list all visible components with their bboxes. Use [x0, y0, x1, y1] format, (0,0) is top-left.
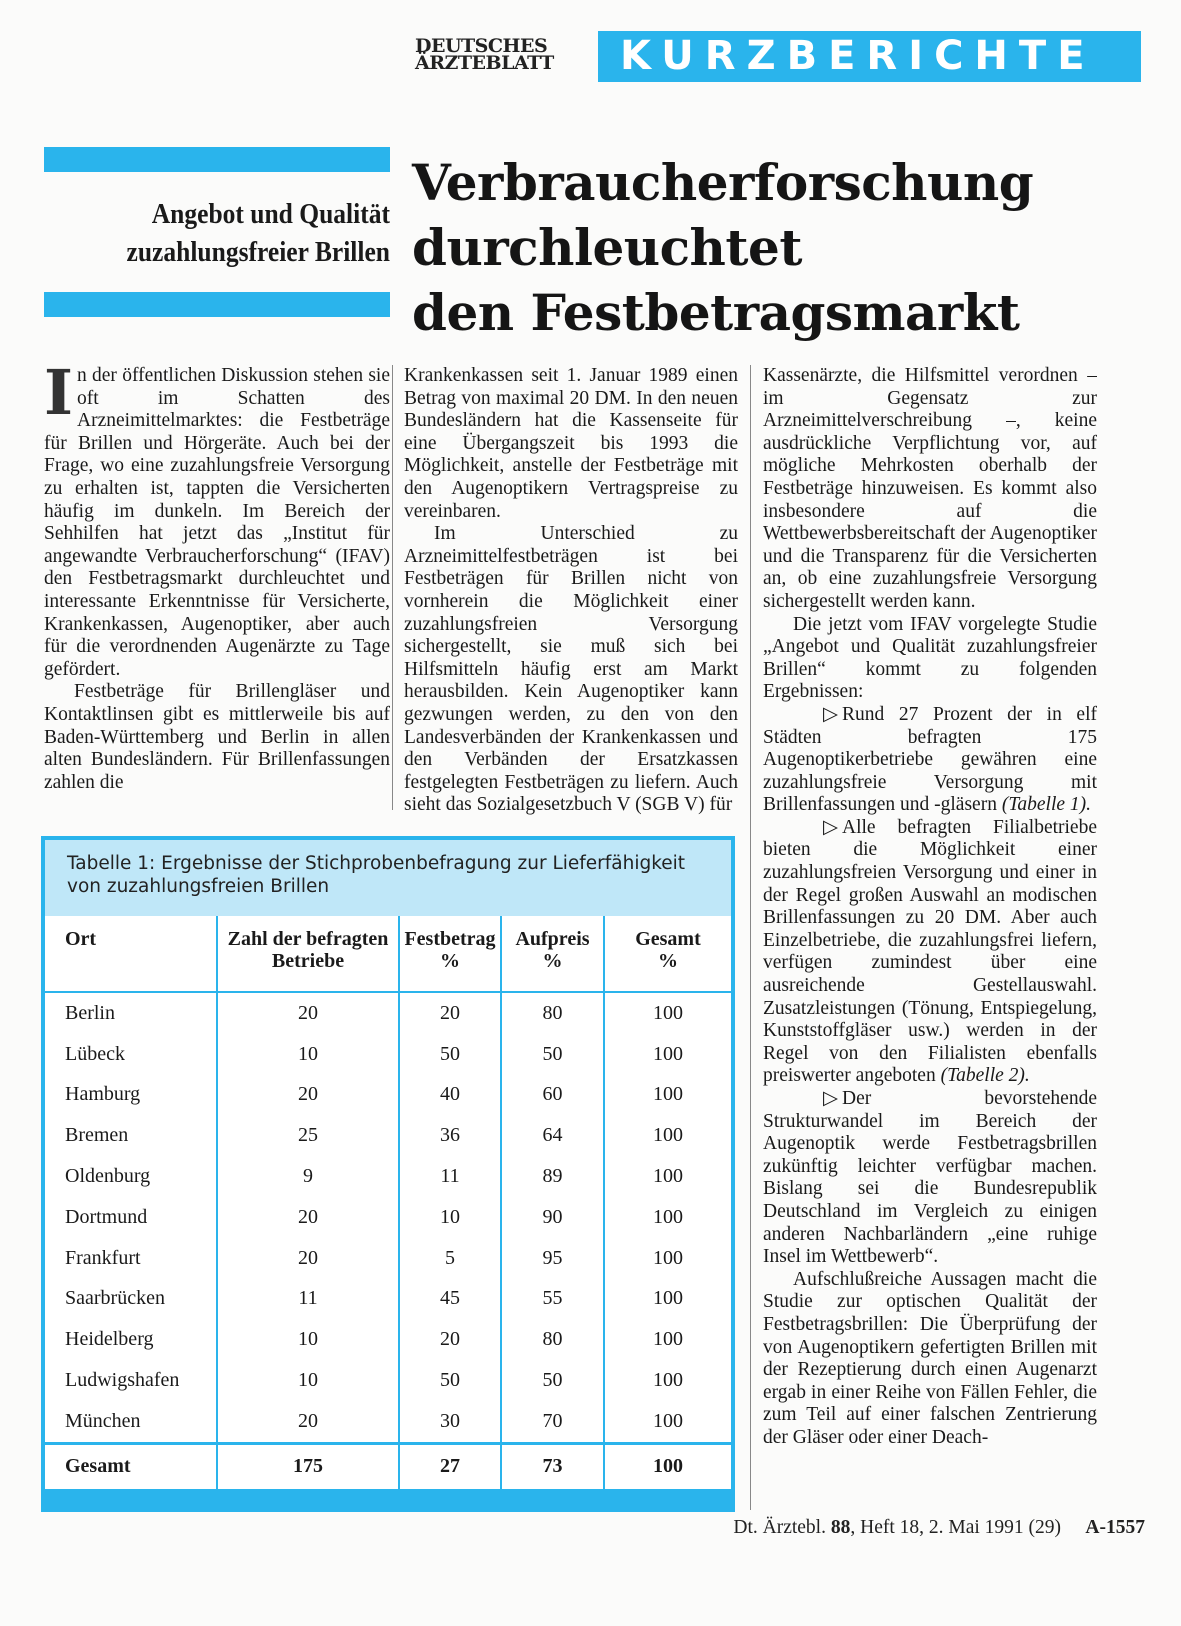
- table-cell: 20: [217, 992, 399, 1034]
- table-cell: Heidelberg: [65, 1328, 154, 1351]
- paragraph: Krankenkassen seit 1. Januar 1989 einen Betrag von maximal 20 DM. In den neuen Bundesländern hat die Kassenseite für eine Übergangszeit bis 1993 die Möglichkeit, anstelle der Festbeträge mit den Augenoptikern Vertragspreise zu vereinbaren.: [404, 365, 738, 522]
- table-row: [45, 1197, 731, 1238]
- triangle-bullet-icon: ▷: [823, 816, 838, 838]
- table-cell: 95: [501, 1238, 604, 1279]
- logo-line-2: ÄRZTEBLATT: [415, 52, 554, 74]
- table-row: [45, 1034, 731, 1075]
- table-cell: 45: [399, 1279, 501, 1320]
- table-cell: 70: [501, 1401, 604, 1443]
- table-cell: 100: [604, 1279, 731, 1320]
- column-header: Festbetrag %: [399, 916, 501, 992]
- footer-journal: Dt. Ärztebl.: [733, 1517, 826, 1538]
- table-cell: 60: [501, 1075, 604, 1116]
- table-cell: 20: [399, 992, 501, 1034]
- table-cell: 73: [501, 1443, 604, 1489]
- article-headline: [412, 150, 1152, 345]
- table-cell: 5: [399, 1238, 501, 1279]
- bullet-paragraph: [763, 704, 1097, 817]
- table-cell: 10: [217, 1034, 399, 1075]
- results-table-box: [41, 836, 735, 1512]
- bullet-paragraph: [763, 1088, 1097, 1269]
- table-cell: 20: [217, 1238, 399, 1279]
- table-cell: 36: [399, 1115, 501, 1156]
- subtitle-line-1: Angebot und Qualität: [151, 198, 390, 230]
- table-cell: 30: [399, 1401, 501, 1443]
- table-cell: 100: [604, 1075, 731, 1116]
- table-cell: 100: [604, 1197, 731, 1238]
- table-row: [45, 1075, 731, 1116]
- table-cell: 80: [501, 1319, 604, 1360]
- table-cell: 50: [399, 1360, 501, 1401]
- table-cell: 100: [604, 1360, 731, 1401]
- paragraph-text: Der bevorstehende Strukturwandel im Bereich der Augenoptik werde Festbetragsbrillen zukünftig leichter verfügbar machen. Bislang sei die Bundesrepublik Deutschland im Vergleich zu einigen anderen Nachbarländern „eine ruhige Insel im Wettbewerb“.: [763, 1088, 1097, 1268]
- table-row: [45, 992, 731, 1034]
- table-row: [45, 1319, 731, 1360]
- table-cell: Dortmund: [65, 1205, 148, 1228]
- table-row: [45, 1279, 731, 1320]
- paragraph-text: n der öffentlichen Diskussion stehen sie oft im Schatten des Arzneimittelmarktes: die Festbeträge für Brillen und Hörgeräte. Auch bei der Frage, wo eine zuzahlungsfreie Versorgung zu erhalten ist, tappten die Versicherten häufig im dunkeln. Im Bereich der Sehhilfen hat jetzt das „Institut für angewandte Verbraucherforschung“ (IFAV) den Festbetragsmarkt durchleuchtet und interessante Erkenntnisse für Versicherte, Krankenkassen, Augenoptiker, aber auch für die verordnenden Augenärzte zu Tage gefördert.: [44, 365, 390, 680]
- paragraph-text: Alle befragten Filialbetriebe bieten die Möglichkeit einer zuzahlungsfreien Versorgung und einer in der Regel großen Auswahl an modischen Brillenfassungen zu 20 DM. Aber auch Einzelbetriebe, die zuzahlungsfrei liefern, verfügen zumindest über eine ausreichende Gestellauswahl. Zusatzleistungen (Tönung, Entspiegelung, Kunststoffgläser usw.) werden in der Regel von den Filialisten ebenfalls preiswerter angeboten: [763, 816, 1097, 1087]
- table-row: [45, 1238, 731, 1279]
- column-header: Aufpreis %: [501, 916, 604, 992]
- table-cell: 100: [604, 1156, 731, 1197]
- table-cell: 10: [399, 1197, 501, 1238]
- subtitle-line-2: zuzahlungsfreier Brillen: [126, 236, 391, 268]
- table-cell: 10: [217, 1360, 399, 1401]
- table-cell: 90: [501, 1197, 604, 1238]
- column-header: Ort: [45, 916, 217, 992]
- table-header-row: [45, 916, 731, 992]
- table-row: [45, 1401, 731, 1443]
- table-cell: Ludwigshafen: [65, 1369, 180, 1392]
- column-divider: [392, 365, 393, 810]
- paragraph-text: Rund 27 Prozent der in elf Städten befragten 175 Augenoptikerbetriebe gewähren eine zuzahlungsfreie Versorgung mit Brillenfassungen und -gläsern: [763, 703, 1097, 816]
- table-cell: 100: [604, 992, 731, 1034]
- table-cell: 175: [217, 1443, 399, 1489]
- table-cell: Lübeck: [65, 1042, 125, 1065]
- table-cell: 100: [604, 1443, 731, 1489]
- paragraph: Festbeträge für Brillengläser und Kontaktlinsen gibt es mittlerweile bis auf Baden-Württemberg und Berlin in allen alten Bundesländern. Für Brillenfassungen zahlen die: [44, 681, 390, 793]
- table-cell: Gesamt: [45, 1443, 217, 1489]
- table-cell: Hamburg: [65, 1083, 141, 1106]
- table-caption: Tabelle 1: Ergebnisse der Stichprobenbefragung zur Lieferfähigkeit von zuzahlungsfreien Brillen: [45, 840, 731, 916]
- headline-line-1: Verbraucherforschung: [412, 153, 1034, 212]
- triangle-bullet-icon: ▷: [823, 1088, 838, 1109]
- table-cell: Berlin: [65, 1001, 115, 1024]
- drop-cap: I: [44, 365, 74, 429]
- table-row: [45, 1156, 731, 1197]
- table-cell: 80: [501, 992, 604, 1034]
- journal-logo: [415, 35, 583, 74]
- page-footer: [645, 1517, 1145, 1539]
- table-reference: (Tabelle 2).: [940, 1065, 1030, 1087]
- text-column-1: [44, 365, 390, 815]
- table-cell: München: [65, 1409, 141, 1432]
- subtitle-bottom-bar: [44, 292, 390, 317]
- table-cell: 27: [399, 1443, 501, 1489]
- results-table: [45, 916, 731, 1489]
- table-cell: Oldenburg: [65, 1165, 151, 1188]
- table-cell: Saarbrücken: [65, 1287, 165, 1310]
- table-cell: 11: [217, 1279, 399, 1320]
- footer-page-number: A-1557: [1085, 1517, 1145, 1538]
- table-reference: (Tabelle 1).: [1001, 794, 1092, 816]
- table-cell: 100: [604, 1319, 731, 1360]
- table-cell: 55: [501, 1279, 604, 1320]
- headline-line-3: den Festbetragsmarkt: [412, 283, 1020, 342]
- paragraph: Die jetzt vom IFAV vorgelegte Studie „Angebot und Qualität zuzahlungsfreier Brillen“ kommt zu folgenden Ergebnissen:: [763, 613, 1097, 703]
- table-cell: 20: [217, 1197, 399, 1238]
- table-cell: 20: [217, 1401, 399, 1443]
- paragraph: Kassenärzte, die Hilfsmittel verordnen – im Gegensatz zur Arzneimittelverschreibung –, keine ausdrückliche Verpflichtung vor, auf mögliche Mehrkosten oberhalb der Festbeträge hinzuweisen. Es kommt also insbesondere auf die Wettbewerbsbereitschaft der Augenoptiker und die Transparenz für die Versicherten an, ob eine zuzahlungsfreie Versorgung sichergestellt werden kann.: [763, 365, 1097, 612]
- footer-issue: , Heft 18, 2. Mai 1991 (29): [850, 1517, 1062, 1538]
- column-header: Zahl der befragten Betriebe: [217, 916, 399, 992]
- table-cell: 50: [399, 1034, 501, 1075]
- table-cell: 25: [217, 1115, 399, 1156]
- bullet-paragraph: [763, 817, 1097, 1088]
- table-body: [45, 992, 731, 1489]
- table-cell: Frankfurt: [65, 1246, 141, 1269]
- paragraph: Im Unterschied zu Arzneimittelfestbeträgen ist bei Festbeträgen für Brillen nicht von vornherein die Möglichkeit einer zuzahlungsfreien Versorgung sichergestellt, sie muß sich bei Hilfsmitteln häufig erst am Markt herausbilden. Kein Augenoptiker kann gezwungen werden, zu den von den Landesverbänden der Krankenkassen und den Verbänden der Ersatzkassen festgelegten Festbeträgen zu liefern. Auch sieht das Sozialgesetzbuch V (SGB V) für: [404, 523, 738, 815]
- table-cell: 50: [501, 1360, 604, 1401]
- table-cell: 100: [604, 1034, 731, 1075]
- table-cell: Bremen: [65, 1124, 129, 1147]
- footer-volume: 88: [830, 1517, 851, 1538]
- table-cell: 89: [501, 1156, 604, 1197]
- triangle-bullet-icon: ▷: [823, 703, 838, 725]
- section-banner: KURZBERICHTE: [598, 31, 1141, 82]
- table-row: [45, 1360, 731, 1401]
- table-cell: 9: [217, 1156, 399, 1197]
- table-cell: 20: [399, 1319, 501, 1360]
- table-row: [45, 1115, 731, 1156]
- paragraph: [44, 365, 390, 681]
- text-column-2: [404, 365, 738, 815]
- table-cell: 11: [399, 1156, 501, 1197]
- table-total-row: [45, 1443, 731, 1489]
- column-header: Gesamt %: [604, 916, 731, 992]
- paragraph: Aufschlußreiche Aussagen macht die Studie zur optischen Qualität der Festbetragsbrillen: Die Überprüfung der von Augenoptikern gefertigten Brillen mit der Rezeptierung durch einen Augenarzt ergab in einer Reihe von Fällen Fehler, die zum Teil auf einer falschen Zentrierung der Gläser oder einer Deach-: [763, 1268, 1097, 1448]
- table-cell: 100: [604, 1401, 731, 1443]
- table-cell: 64: [501, 1115, 604, 1156]
- table-cell: 20: [217, 1075, 399, 1116]
- table-cell: 40: [399, 1075, 501, 1116]
- article-subtitle: [73, 195, 390, 271]
- table-cell: 50: [501, 1034, 604, 1075]
- text-column-3: [763, 365, 1097, 1513]
- table-cell: 10: [217, 1319, 399, 1360]
- logo-line-1: DEUTSCHES: [415, 35, 548, 57]
- subtitle-top-bar: [44, 147, 390, 172]
- table-cell: 100: [604, 1238, 731, 1279]
- column-divider: [750, 365, 751, 1510]
- headline-line-2: durchleuchtet: [412, 218, 802, 277]
- table-cell: 100: [604, 1115, 731, 1156]
